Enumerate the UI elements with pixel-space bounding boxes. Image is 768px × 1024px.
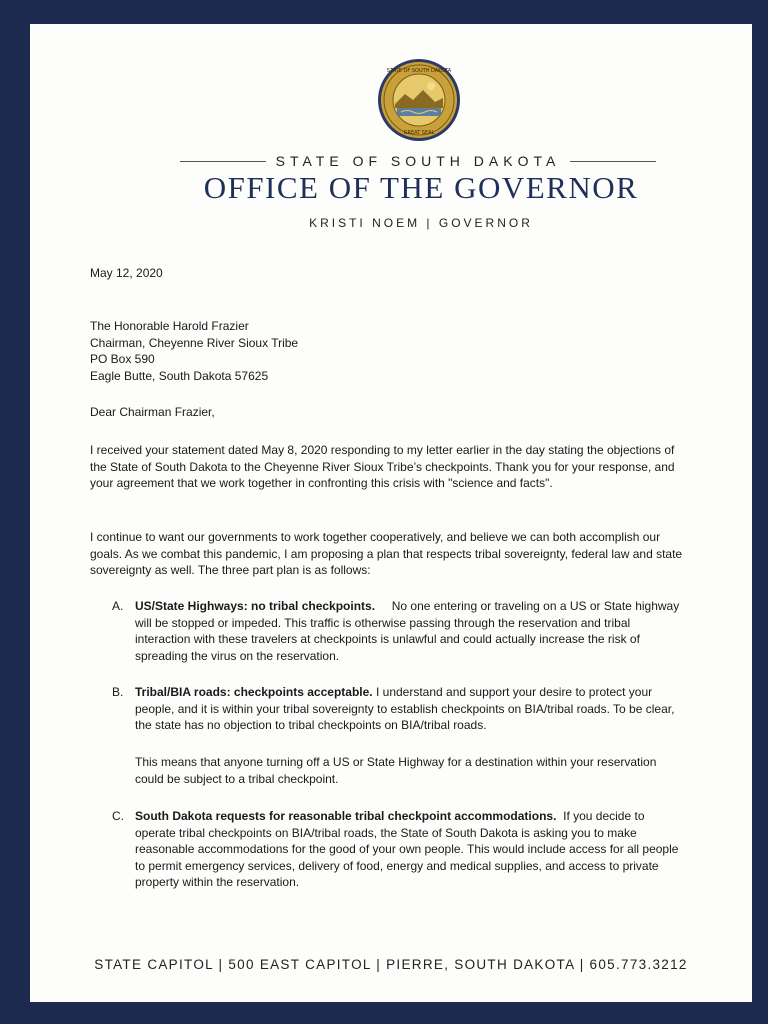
address-line: The Honorable Harold Frazier xyxy=(90,319,249,333)
svg-text:STATE OF SOUTH DAKOTA: STATE OF SOUTH DAKOTA xyxy=(386,68,452,74)
letterhead-state: STATE OF SOUTH DAKOTA xyxy=(275,153,561,169)
plan-item-letter: C. xyxy=(112,809,124,823)
address-line: PO Box 590 xyxy=(90,352,155,366)
letterhead-office-title: OFFICE OF THE GOVERNOR xyxy=(203,170,639,205)
paragraph-1: I received your statement dated May 8, 2020 responding to my letter earlier in the day stating the objections of the State of South Dakota to the Cheyenne River Sioux Tribe’s checkpoints. Thank you for your response, and your agreement that we work together in confronting this crisis with "science and facts". xyxy=(90,443,675,490)
plan-item-letter: B. xyxy=(112,685,124,699)
letterhead-rule-left xyxy=(180,161,266,162)
salutation: Dear Chairman Frazier, xyxy=(90,405,215,419)
plan-item-a xyxy=(112,598,684,664)
plan-item-heading: South Dakota requests for reasonable tribal checkpoint accommodations. xyxy=(135,809,557,823)
plan-item-text: No one entering or traveling on a US or State highway will be stopped or impeded. This traffic is otherwise passing through the reservation and tribal interaction with these travelers at checkpoints is unlawful and could actually increase the risk of spreading the virus on the reservation. xyxy=(135,599,680,663)
svg-text:GREAT SEAL: GREAT SEAL xyxy=(403,130,435,136)
address-line: Chairman, Cheyenne River Sioux Tribe xyxy=(90,335,299,350)
plan-item-text: I understand and support your desire to protect your people, and it is within your tribal sovereignty to establish checkpoints on BIA/tribal roads. To be clear, the state has no objection to tribal checkpoints on BIA/tribal roads. xyxy=(135,685,675,732)
letterhead-rule-right xyxy=(570,161,656,162)
paragraph-2: I continue to want our governments to work together cooperatively, and believe we can both accomplish our goals. As we combat this pandemic, I am proposing a plan that respects tribal sovereignty, federal law and state sovereignty as well. The three part plan is as follows: xyxy=(90,530,683,577)
plan-item-c xyxy=(112,808,684,891)
letter-date: May 12, 2020 xyxy=(90,266,163,280)
letterhead-state-line xyxy=(180,152,656,170)
recipient-address xyxy=(90,318,690,384)
letterhead-governor: KRISTI NOEM | GOVERNOR xyxy=(309,216,533,230)
plan-item-letter: A. xyxy=(112,599,124,613)
plan-item-b xyxy=(112,684,684,734)
plan-item-heading: US/State Highways: no tribal checkpoints. xyxy=(135,599,376,613)
state-seal-icon xyxy=(377,58,461,142)
plan-item-heading: Tribal/BIA roads: checkpoints acceptable. xyxy=(135,685,373,699)
plan-item-text: If you decide to operate tribal checkpoints on BIA/tribal roads, the State of South Dakota is asking you to make reasonable accommodations for the good of your own people. This would include access for all people to permit emergency services, delivery of food, energy and medical supplies, and access to private property within the reservation. xyxy=(135,809,679,889)
address-line: Eagle Butte, South Dakota 57625 xyxy=(90,368,269,383)
letterhead-footer: STATE CAPITOL | 500 EAST CAPITOL | PIERRE, SOUTH DAKOTA | 605.773.3212 xyxy=(94,957,688,972)
plan-item-b-continued xyxy=(112,754,684,787)
plan-item-text: This means that anyone turning off a US or State Highway for a destination within your reservation could be subject to a tribal checkpoint. xyxy=(135,755,657,786)
